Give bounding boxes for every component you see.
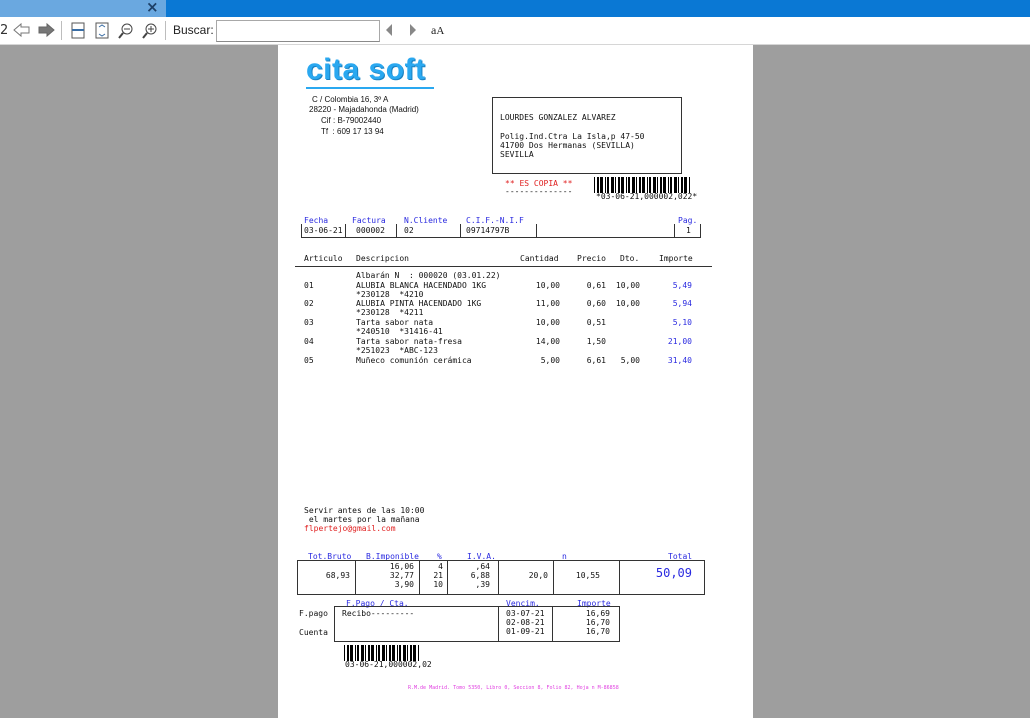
total-bruto: 68,93 xyxy=(325,571,350,580)
label-factura: Factura xyxy=(352,216,386,225)
barcode-bar xyxy=(344,645,345,661)
albaran-line: Albarán N : 000020 (03.01.22) xyxy=(356,271,501,280)
item-cant: 11,00 xyxy=(535,299,560,308)
columns-rule xyxy=(295,266,712,267)
payment-method: Recibo--------- xyxy=(342,609,415,618)
registry-footer: R.M.de Madrid. Tomo 5350, Libro 0, Seccion 8, Folio 82, Hoja n M-86858 xyxy=(408,685,619,691)
item-importe: 31,40 xyxy=(667,356,692,365)
label-tot-bruto: Tot.Bruto xyxy=(308,552,352,561)
title-bar xyxy=(0,0,1030,17)
due-amount-2: 16,70 xyxy=(585,618,610,627)
barcode-bar xyxy=(684,177,687,193)
barcode-bar xyxy=(647,177,648,193)
customer-line2: 41700 Dos Hermanas (SEVILLA) xyxy=(500,141,635,150)
grand-total: 50,09 xyxy=(655,566,692,580)
barcode-bar xyxy=(407,645,408,661)
search-label: Buscar: xyxy=(173,23,214,37)
totals-divider xyxy=(447,560,448,594)
item-art: 02 xyxy=(304,299,314,308)
label-fpago: F.pago xyxy=(299,609,328,618)
barcode-bar xyxy=(674,177,677,193)
iva-1: ,64 xyxy=(475,562,490,571)
item-precio: 0,51 xyxy=(586,318,606,327)
item-dto: 5,00 xyxy=(620,356,640,365)
item-art: 03 xyxy=(304,318,314,327)
barcode-bar xyxy=(628,177,630,193)
imponible-3: 3,90 xyxy=(394,580,414,589)
item-sub: *230128 *4211 xyxy=(356,308,424,317)
copy-label: ** ES COPIA ** xyxy=(505,179,573,188)
close-tab-icon[interactable]: × xyxy=(146,0,159,16)
totals-divider xyxy=(619,560,620,594)
imponible-1: 16,06 xyxy=(389,562,414,571)
customer-line3: SEVILLA xyxy=(500,150,534,159)
totals-divider xyxy=(355,560,356,594)
col-dto: Dto. xyxy=(620,254,640,263)
due-date-1: 03-07-21 xyxy=(506,609,545,618)
header-divider xyxy=(536,224,537,237)
search-input[interactable] xyxy=(216,20,380,42)
item-importe: 5,94 xyxy=(672,299,692,308)
barcode-bar xyxy=(618,177,620,193)
barcode-bar xyxy=(663,177,666,193)
item-sub: *240510 *31416-41 xyxy=(356,327,443,336)
item-cant: 14,00 xyxy=(535,337,560,346)
barcode-bar xyxy=(347,645,349,661)
totals-divider xyxy=(419,560,420,594)
toolbar-separator xyxy=(165,21,166,40)
barcode-bar xyxy=(365,645,366,661)
barcode-bar xyxy=(350,645,353,661)
note-email: flpertejo@gmail.com xyxy=(304,524,396,533)
totals-col6: 10,55 xyxy=(575,571,600,580)
barcode-bar xyxy=(626,177,627,193)
fit-page-icon[interactable] xyxy=(94,22,110,43)
due-amount-1: 16,69 xyxy=(585,609,610,618)
imponible-2: 32,77 xyxy=(389,571,414,580)
item-importe: 5,49 xyxy=(672,281,692,290)
note-line1: Servir antes de las 10:00 xyxy=(304,506,425,515)
barcode-bar xyxy=(392,645,395,661)
barcode-bar xyxy=(597,177,599,193)
header-divider xyxy=(460,224,461,237)
item-dto: 10,00 xyxy=(615,281,640,290)
barcode-bar xyxy=(371,645,374,661)
customer-name: LOURDES GONZALEZ ALVAREZ xyxy=(500,113,616,122)
due-amount-3: 16,70 xyxy=(585,627,610,636)
barcode-bar xyxy=(636,177,637,193)
barcode-bar xyxy=(410,645,412,661)
label-total: Total xyxy=(668,552,693,561)
label-iva: I.V.A. xyxy=(467,552,496,561)
item-desc: ALUBIA PINTA HACENDADO 1KG xyxy=(356,299,482,308)
item-desc: ALUBIA BLANCA HACENDADO 1KG xyxy=(356,281,487,290)
document-tab[interactable] xyxy=(0,0,166,17)
label-n: n xyxy=(562,552,567,561)
due-date-3: 01-09-21 xyxy=(506,627,545,636)
label-pct: % xyxy=(437,552,442,561)
barcode-bar xyxy=(670,177,672,193)
company-address2: 28220 - Majadahonda (Madrid) xyxy=(309,105,419,114)
barcode-bar xyxy=(621,177,624,193)
barcode-bar xyxy=(668,177,669,193)
barcode-top xyxy=(594,177,692,193)
customer-line1: Polig.Ind.Ctra La Isla,p 47-50 xyxy=(500,132,645,141)
barcode-bar xyxy=(403,645,406,661)
header-divider xyxy=(345,224,346,237)
value-fecha: 03-06-21 xyxy=(304,226,343,235)
match-case-icon[interactable]: aA xyxy=(431,23,445,37)
logo-underline xyxy=(306,87,434,89)
copy-underline: -------------- xyxy=(505,187,573,196)
iva-2: 6,88 xyxy=(470,571,490,580)
barcode-bar xyxy=(632,177,635,193)
barcode-bottom xyxy=(344,645,422,661)
item-desc: Muñeco comunión cerámica xyxy=(356,356,472,365)
item-sub: *251023 *ABC-123 xyxy=(356,346,438,355)
item-art: 05 xyxy=(304,356,314,365)
barcode-text-top: *03-06-21,000002,022* xyxy=(596,192,698,201)
item-dto: 10,00 xyxy=(615,299,640,308)
barcode-bar xyxy=(639,177,641,193)
barcode-bar xyxy=(611,177,614,193)
barcode-bar xyxy=(378,645,380,661)
value-cif: 09714797B xyxy=(466,226,510,235)
totals-divider xyxy=(498,560,499,594)
zoom-in-icon[interactable] xyxy=(142,22,159,43)
invoice-page xyxy=(278,45,753,718)
toolbar-separator xyxy=(61,21,62,40)
forward-icon[interactable] xyxy=(37,22,55,43)
fit-width-icon[interactable] xyxy=(70,22,86,43)
label-ncliente: N.Cliente xyxy=(404,216,448,225)
company-cif: Cif : B-79002440 xyxy=(321,116,382,125)
item-cant: 10,00 xyxy=(535,318,560,327)
back-icon[interactable] xyxy=(13,22,31,43)
barcode-bar xyxy=(607,177,609,193)
header-divider xyxy=(674,224,675,237)
col-descripcion: Descripcion xyxy=(356,254,409,263)
col-articulo: Articulo xyxy=(304,254,343,263)
label-vencim: Vencim. xyxy=(506,599,540,608)
barcode-bar xyxy=(368,645,370,661)
barcode-bar xyxy=(357,645,359,661)
barcode-bar xyxy=(605,177,606,193)
barcode-bar xyxy=(660,177,662,193)
barcode-bar xyxy=(649,177,651,193)
item-desc: Tarta sabor nata xyxy=(356,318,434,327)
item-desc: Tarta sabor nata-fresa xyxy=(356,337,462,346)
item-precio: 0,61 xyxy=(586,281,606,290)
barcode-bar xyxy=(681,177,683,193)
item-cant: 5,00 xyxy=(540,356,560,365)
item-importe: 21,00 xyxy=(667,337,692,346)
barcode-bar xyxy=(642,177,645,193)
item-precio: 1,50 xyxy=(586,337,606,346)
barcode-bar xyxy=(653,177,656,193)
pct-2: 21 xyxy=(433,571,443,580)
item-art: 04 xyxy=(304,337,314,346)
header-divider xyxy=(396,224,397,237)
barcode-bar xyxy=(361,645,364,661)
search-prev-icon[interactable] xyxy=(384,23,394,44)
barcode-bar xyxy=(689,177,690,193)
barcode-bar xyxy=(399,645,401,661)
item-cant: 10,00 xyxy=(535,281,560,290)
iva-3: ,39 xyxy=(475,580,490,589)
label-cuenta: Cuenta xyxy=(299,628,328,637)
col-cantidad: Cantidad xyxy=(520,254,559,263)
pct-1: 4 xyxy=(438,562,443,571)
value-factura: 000002 xyxy=(356,226,385,235)
barcode-bar xyxy=(418,645,419,661)
label-imponible: B.Imponible xyxy=(366,552,419,561)
barcode-bar xyxy=(657,177,658,193)
barcode-bar xyxy=(397,645,398,661)
page-number: 2 xyxy=(0,23,9,38)
col-importe: Importe xyxy=(659,254,693,263)
item-art: 01 xyxy=(304,281,314,290)
barcode-bar xyxy=(413,645,416,661)
barcode-bar xyxy=(386,645,387,661)
item-precio: 6,61 xyxy=(586,356,606,365)
value-ncliente: 02 xyxy=(404,226,414,235)
label-fpago-cta: F.Pago / Cta. xyxy=(346,599,409,608)
barcode-text-bottom: 03-06-21,000002,02 xyxy=(345,660,432,669)
item-precio: 0,60 xyxy=(586,299,606,308)
due-date-2: 02-08-21 xyxy=(506,618,545,627)
barcode-bar xyxy=(355,645,356,661)
barcode-bar xyxy=(382,645,385,661)
item-importe: 5,10 xyxy=(672,318,692,327)
barcode-bar xyxy=(615,177,616,193)
label-pay-importe: Importe xyxy=(577,599,611,608)
pct-3: 10 xyxy=(433,580,443,589)
viewer-toolbar xyxy=(0,17,1030,45)
label-pag: Pag. xyxy=(678,216,698,225)
barcode-bar xyxy=(594,177,595,193)
totals-col5: 20,0 xyxy=(528,571,548,580)
payment-divider xyxy=(498,606,499,641)
search-next-icon[interactable] xyxy=(408,23,418,44)
barcode-bar xyxy=(600,177,603,193)
item-sub: *230128 *4210 xyxy=(356,290,424,299)
payment-divider xyxy=(552,606,553,641)
note-line2: el martes por la mañana xyxy=(304,515,420,524)
label-fecha: Fecha xyxy=(304,216,329,225)
barcode-bar xyxy=(678,177,679,193)
totals-divider xyxy=(553,560,554,594)
zoom-out-icon[interactable] xyxy=(118,22,135,43)
barcode-bar xyxy=(376,645,377,661)
company-phone: Tf : 609 17 13 94 xyxy=(321,127,384,136)
barcode-bar xyxy=(389,645,391,661)
company-address1: C / Colombia 16, 3º A xyxy=(312,95,389,104)
col-precio: Precio xyxy=(577,254,606,263)
value-pag: 1 xyxy=(686,226,691,235)
label-cif: C.I.F.-N.I.F xyxy=(466,216,524,225)
company-logo: cita soft xyxy=(306,53,426,86)
